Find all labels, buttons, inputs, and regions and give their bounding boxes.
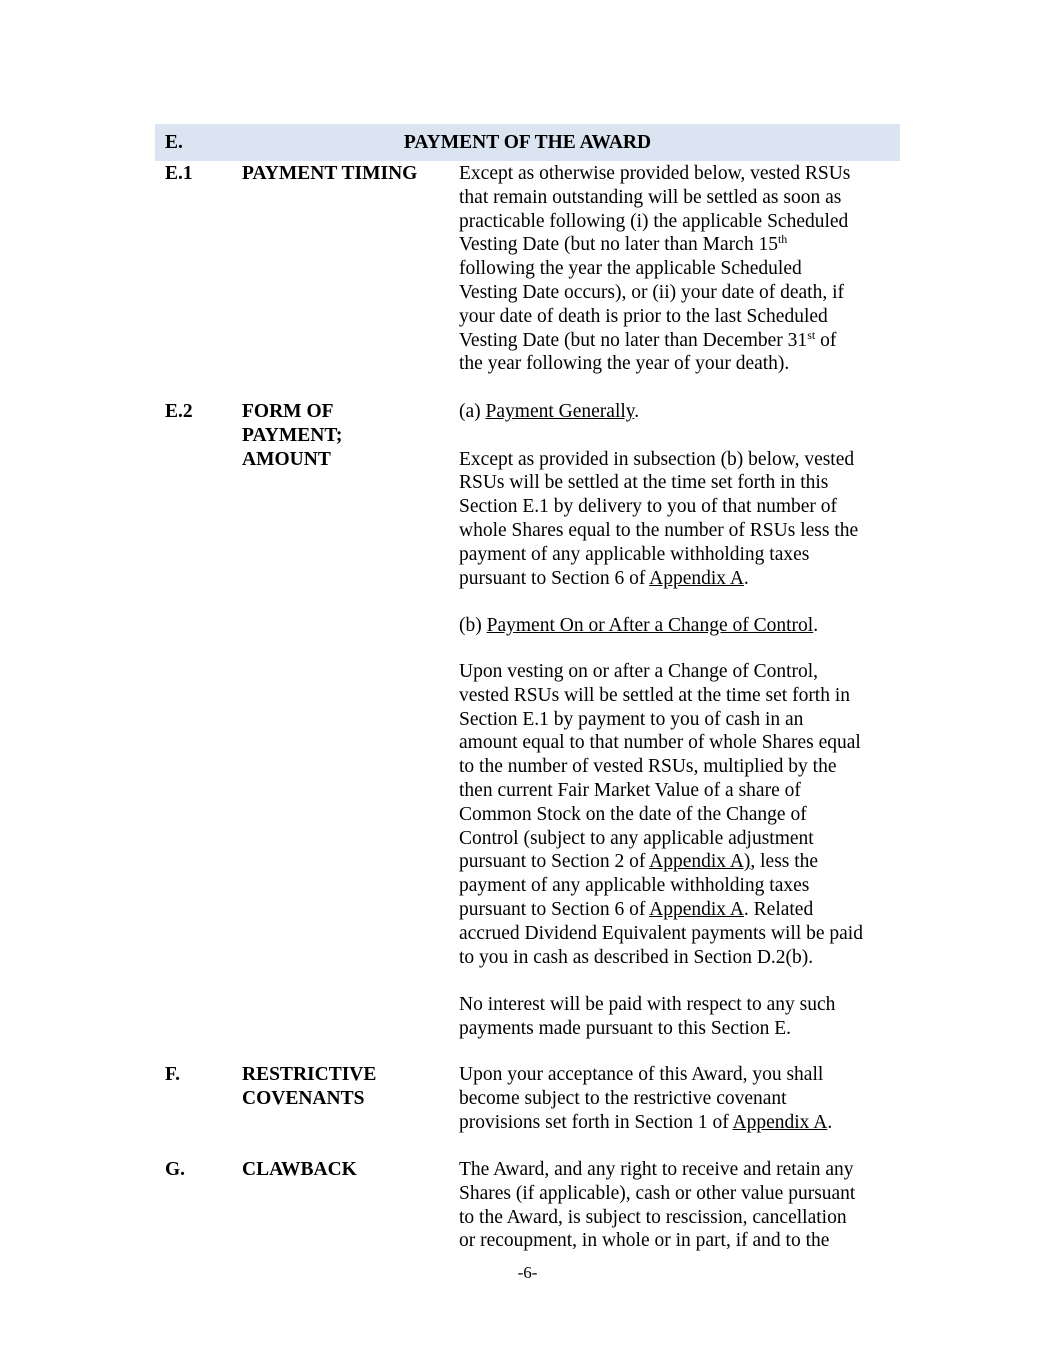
subsection-b-title: (b) Payment On or After a Change of Control. [459,615,819,637]
subsection-a-title: (a) Payment Generally. [459,401,640,422]
section-body: Upon your acceptance of this Award, you shall become subject to the restrictive covenant provisions set forth in Section 1 of Appendix A. [459,1064,833,1133]
section-body: (a) Payment Generally. Except as provided in subsection (b) below, vested RSUs will be settled at the time set forth in this Section E.1 by delivery to you of that number of whole Shares equal to the number of RSUs less the payment of any applicable withholding taxes pursuant to Section 6 of Appendix A. (b) Payment On or After a Change of Control. Upon vesting on or after a Change of Control, vested RSUs will be settled at the time set forth in Section E.1 by payment to you of cash in an amount equal to that number of whole Shares equal to the number of vested RSUs, multiplied by the then current Fair Market Value of a share of Common Stock on the date of the Change of Control (subject to any applicable adjustment pursuant to Section 2 of Appendix A), less the payment of any applicable withholding taxes pursuant to Section 6 of Appendix A. Related accrued Dividend Equivalent payments will be paid to you in cash as described in Section D.2(b). No interest will be paid with respect to any such payments made pursuant to this Section E. [459,400,899,1041]
section-number: E.2 [165,401,193,422]
section-title: PAYMENT OF THE AWARD [403,132,652,153]
section-body: The Award, and any right to receive and retain any Shares (if applicable), cash or other value pursuant to the Award, is subject to rescission, cancellation or recoupment, in whole or in part, if and to the [459,1159,856,1252]
section-number: E. [165,132,183,153]
section-heading: PAYMENT TIMING [242,163,418,184]
page-number: -6- [517,1263,538,1282]
appendix-a-link[interactable]: Appendix A [732,1111,828,1133]
section-number: E.1 [165,163,193,184]
section-heading: RESTRICTIVE COVENANTS [242,1064,377,1109]
appendix-a-link[interactable]: Appendix A [649,898,744,920]
section-e-header [155,124,900,161]
appendix-a-link[interactable]: Appendix A) [649,851,751,873]
section-number: F. [165,1064,180,1085]
section-heading: FORM OF PAYMENT; AMOUNT [242,401,343,470]
section-heading: CLAWBACK [242,1159,357,1180]
section-number: G. [165,1159,186,1180]
appendix-a-link[interactable]: Appendix A [649,567,744,589]
section-body: Except as otherwise provided below, vested RSUs that remain outstanding will be settled as soon as practicable following (i) the applicable Scheduled Vesting Date (but no later than March 15th following the year the applicable Scheduled Vesting Date occurs), or (ii) your date of death, if your date of death is prior to the last Scheduled Vesting Date (but no later than December 31st of the year following the year of your death). [459,163,851,375]
